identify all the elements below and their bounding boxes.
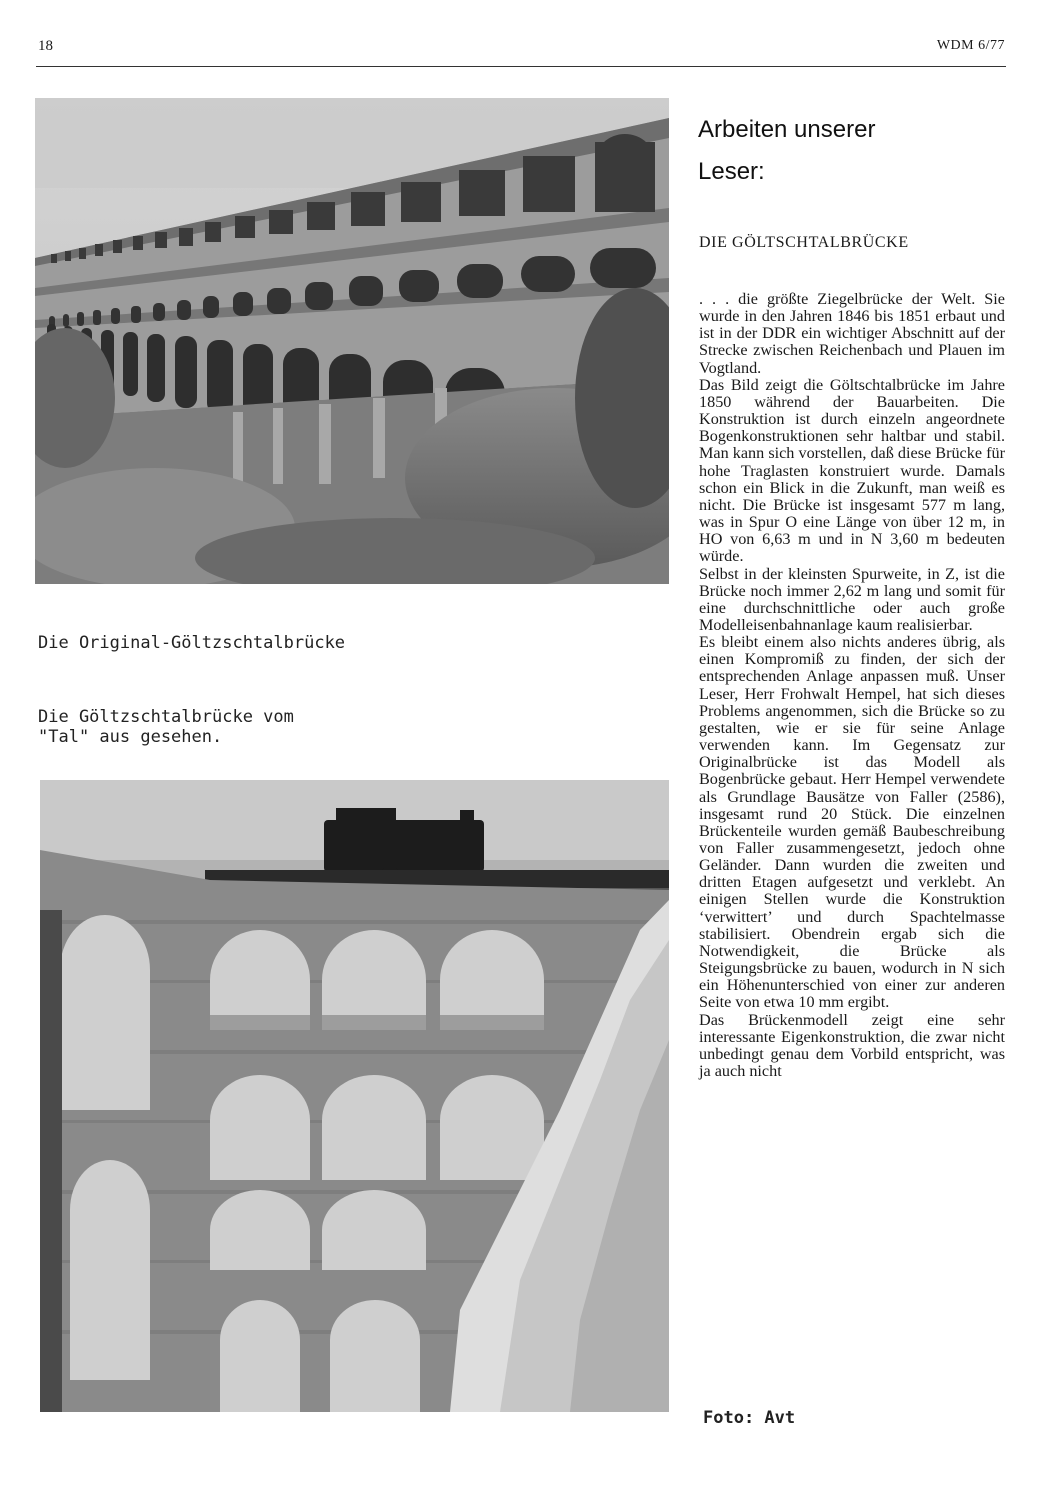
header-rule	[36, 66, 1006, 67]
page-number: 18	[38, 38, 53, 54]
issue-label: WDM 6/77	[936, 38, 1005, 53]
article-heading	[698, 109, 998, 193]
article-paragraph: Selbst in der kleinsten Spurweite, in Z, ist die Brücke noch immer 2,62 m lang und somit für eine durchschnittliche oder auch große Modelleisenbahnanlage kaum realisierbar.	[699, 564, 1005, 634]
photo-model-bridge	[40, 780, 669, 1412]
caption-model-line2: "Tal" aus gesehen.	[38, 727, 223, 747]
photo-credit: Foto: Avt	[703, 1408, 796, 1428]
article-paragraph: Das Bild zeigt die Göltschtalbrücke im Jahre 1850 während der Bauarbeiten. Die Konstruktion ist durch einzeln angeordnete Bogenkonstruktionen sehr haltbar und stabil. Man kann sich vorstellen, daß diese Brücke für hohe Traglasten konstruiert wurde. Damals schon ein Blick in die Zukunft, man weiß es nicht. Die Brücke ist insgesamt 577 m lang, was in Spur O eine Länge von über 12 m, in HO von 6,63 m und in N 3,60 m bedeuten würde.	[699, 375, 1005, 566]
caption-model-bridge	[38, 707, 294, 747]
article-paragraph: Das Brückenmodell zeigt eine sehr interessante Eigenkonstruktion, die zwar nicht unbedingt genau dem Vorbild entspricht, was ja auch nicht	[699, 1010, 1005, 1081]
article-body	[699, 291, 1005, 1080]
heading-line-2: Leser:	[698, 158, 765, 185]
photo-original-bridge	[35, 98, 669, 584]
caption-original-bridge: Die Original-Göltzschtalbrücke	[38, 633, 346, 653]
article-paragraph: . . . die größte Ziegelbrücke der Welt. Sie wurde in den Jahren 1846 bis 1851 erbaut und ist in der DDR ein wichtiger Abschnitt auf der Strecke zwischen Reichenbach und Plauen im Vogtland.	[699, 290, 1005, 377]
viaduct-photo-drawing	[35, 98, 669, 584]
article-title: DIE GÖLTSCHTALBRÜCKE	[699, 234, 909, 251]
model-photo-drawing	[40, 780, 669, 1412]
caption-model-line1: Die Göltzschtalbrücke vom	[38, 707, 294, 727]
article-paragraph: Es bleibt einem also nichts anderes übrig, als einen Kompromiß zu finden, der sich der entsprechenden Anlage anpassen muß. Unser Leser, Herr Frohwalt Hempel, hat sich dieses Problems angenommen, sich die Brücke so zu gestalten, wie er sie für seine Anlage verwenden kann. Im Gegensatz zur Originalbrücke ist das Modell als Bogenbrücke gebaut. Herr Hempel verwendete als Grundlage Bausätze von Faller (2586), insgesamt rund 20 Stück. Die einzelnen Brückenteile wurden gemäß Baubeschreibung von Faller zusammengesetzt, jedoch ohne Geländer. Dann wurden die zweiten und dritten Etagen aufgesetzt und verklebt. An einigen Stellen wurde die Konstruktion ‘verwittert’ und durch Spachtelmasse stabilisiert. Obendrein ergab sich die Notwendigkeit, die Brücke als Steigungsbrücke zu bauen, wodurch in N sich ein Höhenunterschied von einer zur anderen Seite von etwa 10 mm ergibt.	[699, 633, 1005, 1012]
heading-line-1: Arbeiten unserer	[698, 116, 876, 143]
